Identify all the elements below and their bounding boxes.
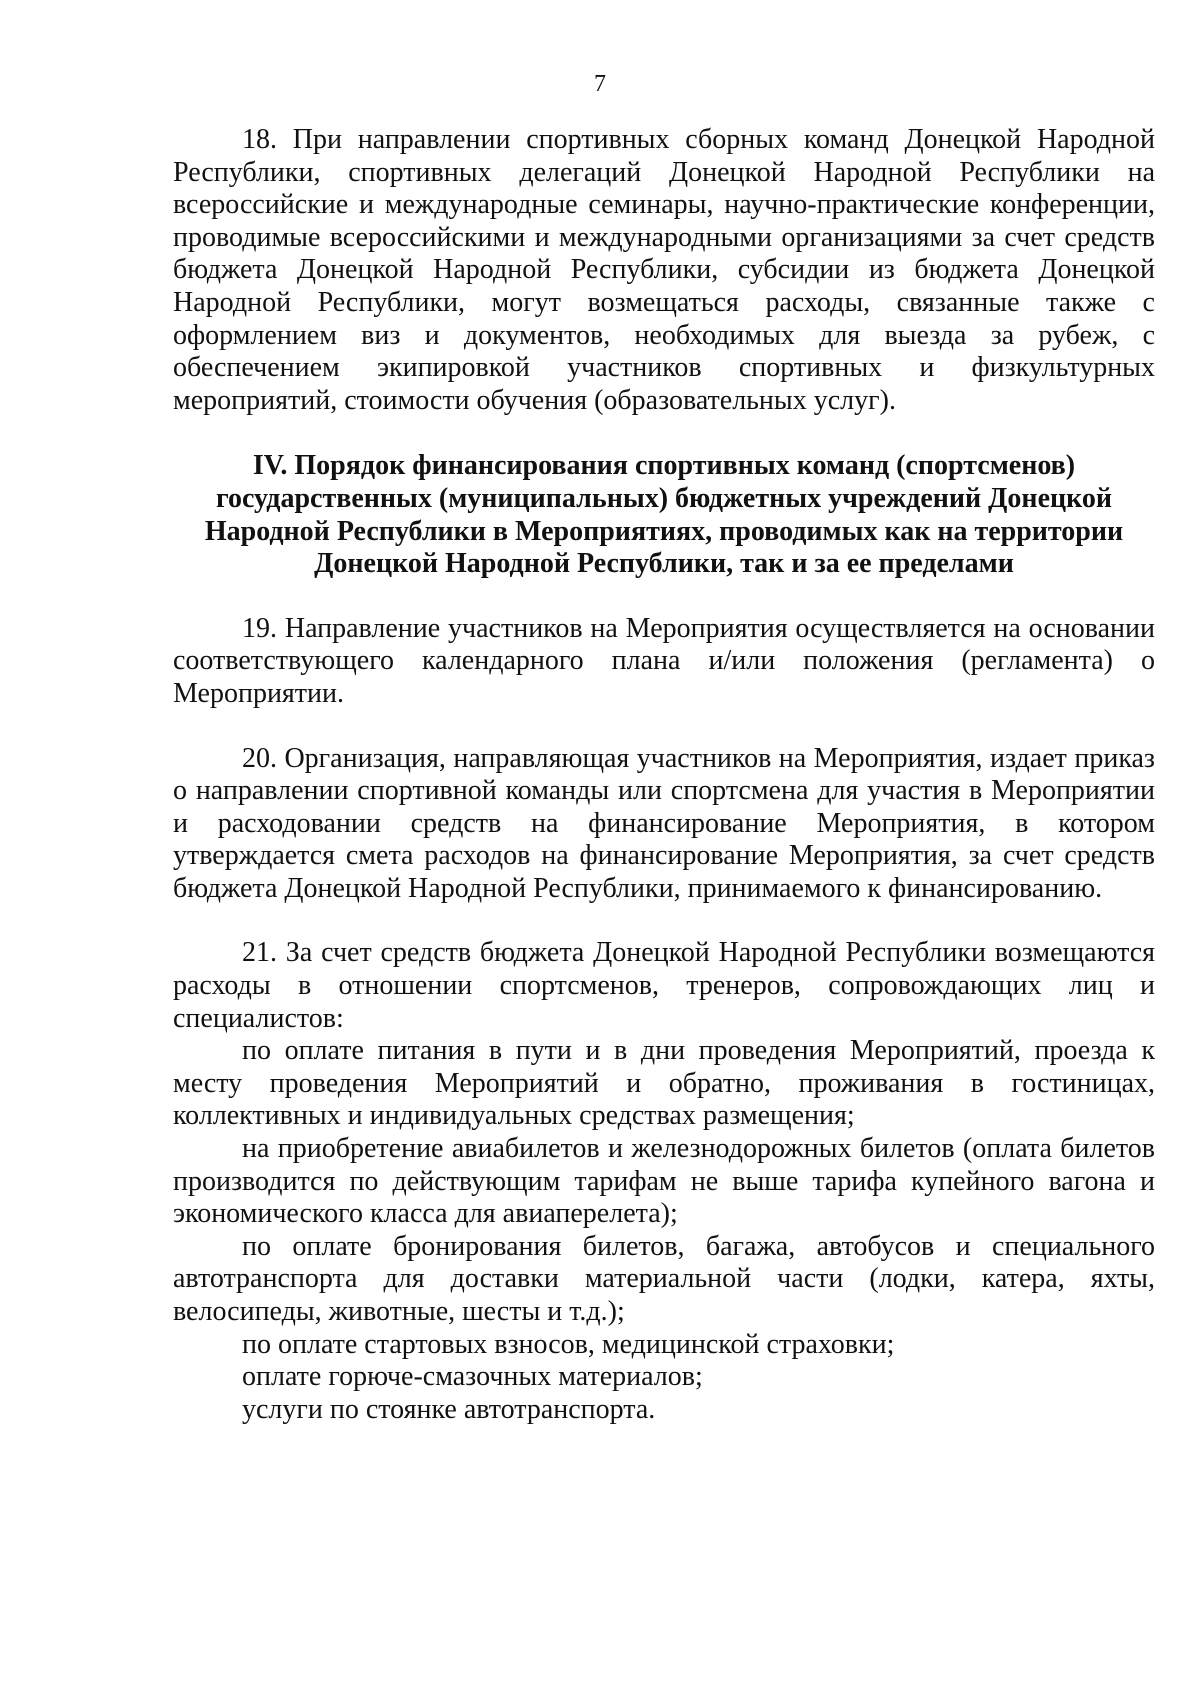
list-item: услуги по стоянке автотранспорта.	[242, 1393, 656, 1425]
paragraph-20: 20. Организация, направляющая участников на Мероприятия, издает приказ о направлении спортивной команды или спортсмена для участия в Мероприятии и расходовании средств на финансирование Мероприятия, в котором утверждается смета расходов на финансирование Мероприятия, за счет средств бюджета Донецкой Народной Республики, принимаемого к финансированию.	[173, 742, 1155, 904]
list-item: на приобретение авиабилетов и железнодорожных билетов (оплата билетов производится по действующим тарифам не выше тарифа купейного вагона и экономического класса для авиаперелета);	[173, 1133, 1155, 1230]
list-item: по оплате стартовых взносов, медицинской страховки;	[242, 1328, 895, 1360]
page-number: 7	[594, 71, 606, 97]
document-body	[173, 124, 1155, 1426]
list-item: по оплате питания в пути и в дни проведения Мероприятий, проезда к месту проведения Мероприятий и обратно, проживания в гостиницах, коллективных и индивидуальных средствах размещения;	[173, 1035, 1155, 1132]
list-item: оплате горюче-смазочных материалов;	[242, 1361, 703, 1393]
paragraph-21-intro: 21. За счет средств бюджета Донецкой Народной Республики возмещаются расходы в отношении спортсменов, тренеров, сопровождающих лиц и специалистов:	[173, 937, 1155, 1034]
section-heading: IV. Порядок финансирования спортивных команд (спортсменов) государственных (муниципальных) бюджетных учреждений Донецкой Народной Республики в Мероприятиях, проводимых как на территории Донецкой Народной Республики, так и за ее пределами	[204, 450, 1124, 580]
paragraph-18: 18. При направлении спортивных сборных команд Донецкой Народной Республики, спортивных делегаций Донецкой Народной Республики на всероссийские и международные семинары, научно-практические конференции, проводимые всероссийскими и международными организациями за счет средств бюджета Донецкой Народной Республики, субсидии из бюджета Донецкой Народной Республики, могут возмещаться расходы, связанные также с оформлением виз и документов, необходимых для выезда за рубеж, с обеспечением экипировкой участников спортивных и физкультурных мероприятий, стоимости обучения (образовательных услуг).	[173, 124, 1155, 416]
paragraph-19: 19. Направление участников на Мероприятия осуществляется на основании соответствующего календарного плана и/или положения (регламента) о Мероприятии.	[173, 612, 1155, 709]
list-item: по оплате бронирования билетов, багажа, автобусов и специального автотранспорта для доставки материальной части (лодки, катера, яхты, велосипеды, животные, шесты и т.д.);	[173, 1230, 1155, 1327]
